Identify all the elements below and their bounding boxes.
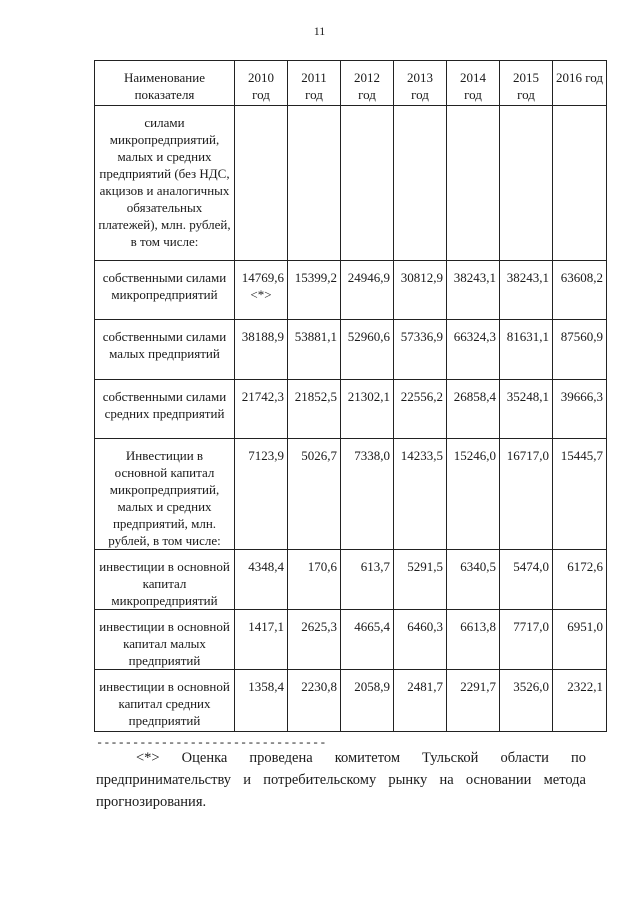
- table-cell: [288, 106, 341, 261]
- table-cell: 3526,0: [500, 670, 553, 732]
- table-cell: 14233,5: [394, 439, 447, 550]
- table-row: [95, 261, 607, 320]
- table-cell: 53881,1: [288, 320, 341, 380]
- table-cell: 170,6: [288, 550, 341, 610]
- table-row: [95, 320, 607, 380]
- footnote: [96, 747, 586, 813]
- header-year: 2012 год: [341, 61, 394, 106]
- table-cell: 30812,9: [394, 261, 447, 320]
- page-number: 11: [313, 24, 326, 38]
- statistics-table: [94, 60, 607, 732]
- table-cell: 57336,9: [394, 320, 447, 380]
- table-cell: 21852,5: [288, 380, 341, 439]
- table-cell: 1417,1: [235, 610, 288, 670]
- table-cell: 26858,4: [447, 380, 500, 439]
- header-year: 2015 год: [500, 61, 553, 106]
- row-name: собственными силами средних предприятий: [95, 380, 235, 439]
- table-cell: 63608,2: [553, 261, 607, 320]
- header-year: 2011 год: [288, 61, 341, 106]
- table-cell: 6613,8: [447, 610, 500, 670]
- table-cell: 5291,5: [394, 550, 447, 610]
- table-row: [95, 550, 607, 610]
- table-cell: 52960,6: [341, 320, 394, 380]
- table-cell: 6460,3: [394, 610, 447, 670]
- footnote-first-line: <*> Оценка проведена комитетом Тульской области по: [136, 750, 586, 766]
- table-cell: [394, 106, 447, 261]
- table-cell: 38188,9: [235, 320, 288, 380]
- header-year: 2010 год: [235, 61, 288, 106]
- table-cell: 2625,3: [288, 610, 341, 670]
- table-cell: 7123,9: [235, 439, 288, 550]
- header-year: 2014 год: [447, 61, 500, 106]
- table-cell: 15445,7: [553, 439, 607, 550]
- table-cell: 81631,1: [500, 320, 553, 380]
- table-cell: 38243,1: [500, 261, 553, 320]
- table-cell: 66324,3: [447, 320, 500, 380]
- table-cell: [235, 106, 288, 261]
- table-cell: 2291,7: [447, 670, 500, 732]
- table-row: [95, 106, 607, 261]
- table-cell: [341, 106, 394, 261]
- table-cell: 35248,1: [500, 380, 553, 439]
- table-cell: 5474,0: [500, 550, 553, 610]
- table-row: [95, 670, 607, 732]
- table-cell: 6172,6: [553, 550, 607, 610]
- table-cell: 2058,9: [341, 670, 394, 732]
- table-cell: [553, 106, 607, 261]
- row-name: силами микропредприятий, малых и средних предприятий (без НДС, акцизов и аналогичных обязательных платежей), млн. рублей, в том числе:: [95, 106, 235, 261]
- table-cell: 87560,9: [553, 320, 607, 380]
- table-cell: 38243,1: [447, 261, 500, 320]
- table-header-row: [95, 61, 607, 106]
- row-name: собственными силами малых предприятий: [95, 320, 235, 380]
- row-name: инвестиции в основной капитал средних предприятий: [95, 670, 235, 732]
- row-name: собственными силами микропредприятий: [95, 261, 235, 320]
- table-cell: 1358,4: [235, 670, 288, 732]
- header-year: 2013 год: [394, 61, 447, 106]
- table-cell: [500, 106, 553, 261]
- table-cell: 2322,1: [553, 670, 607, 732]
- footnote-separator: --------------------------------: [96, 736, 327, 750]
- table-cell: 15399,2: [288, 261, 341, 320]
- table-cell: 2481,7: [394, 670, 447, 732]
- table-cell: 6951,0: [553, 610, 607, 670]
- row-name: инвестиции в основной капитал микропредприятий: [95, 550, 235, 610]
- table-cell: 16717,0: [500, 439, 553, 550]
- table-cell: 7717,0: [500, 610, 553, 670]
- table-cell: 7338,0: [341, 439, 394, 550]
- header-indicator-name: Наименование показателя: [95, 61, 235, 106]
- table-cell: 4348,4: [235, 550, 288, 610]
- table-cell: 6340,5: [447, 550, 500, 610]
- table-row: [95, 610, 607, 670]
- table-cell: 2230,8: [288, 670, 341, 732]
- table-cell: 21742,3: [235, 380, 288, 439]
- footnote-rest: предпринимательству и потребительскому рынку на основании метода прогнозирования.: [96, 772, 586, 810]
- header-year: 2016 год: [553, 61, 607, 106]
- table-cell: 39666,3: [553, 380, 607, 439]
- table-cell: [447, 106, 500, 261]
- table-cell: [235, 261, 288, 320]
- table-row: [95, 380, 607, 439]
- table-cell: 21302,1: [341, 380, 394, 439]
- table-cell: 22556,2: [394, 380, 447, 439]
- table-cell: 4665,4: [341, 610, 394, 670]
- estimate-footnote-mark: <*>: [250, 287, 272, 302]
- table-cell: 5026,7: [288, 439, 341, 550]
- row-name: Инвестиции в основной капитал микропредприятий, малых и средних предприятий, млн. рублей, в том числе:: [95, 439, 235, 550]
- table-row: [95, 439, 607, 550]
- cell-value: 14769,6: [241, 270, 284, 285]
- row-name: инвестиции в основной капитал малых предприятий: [95, 610, 235, 670]
- table-cell: 613,7: [341, 550, 394, 610]
- table-cell: 15246,0: [447, 439, 500, 550]
- table-cell: 24946,9: [341, 261, 394, 320]
